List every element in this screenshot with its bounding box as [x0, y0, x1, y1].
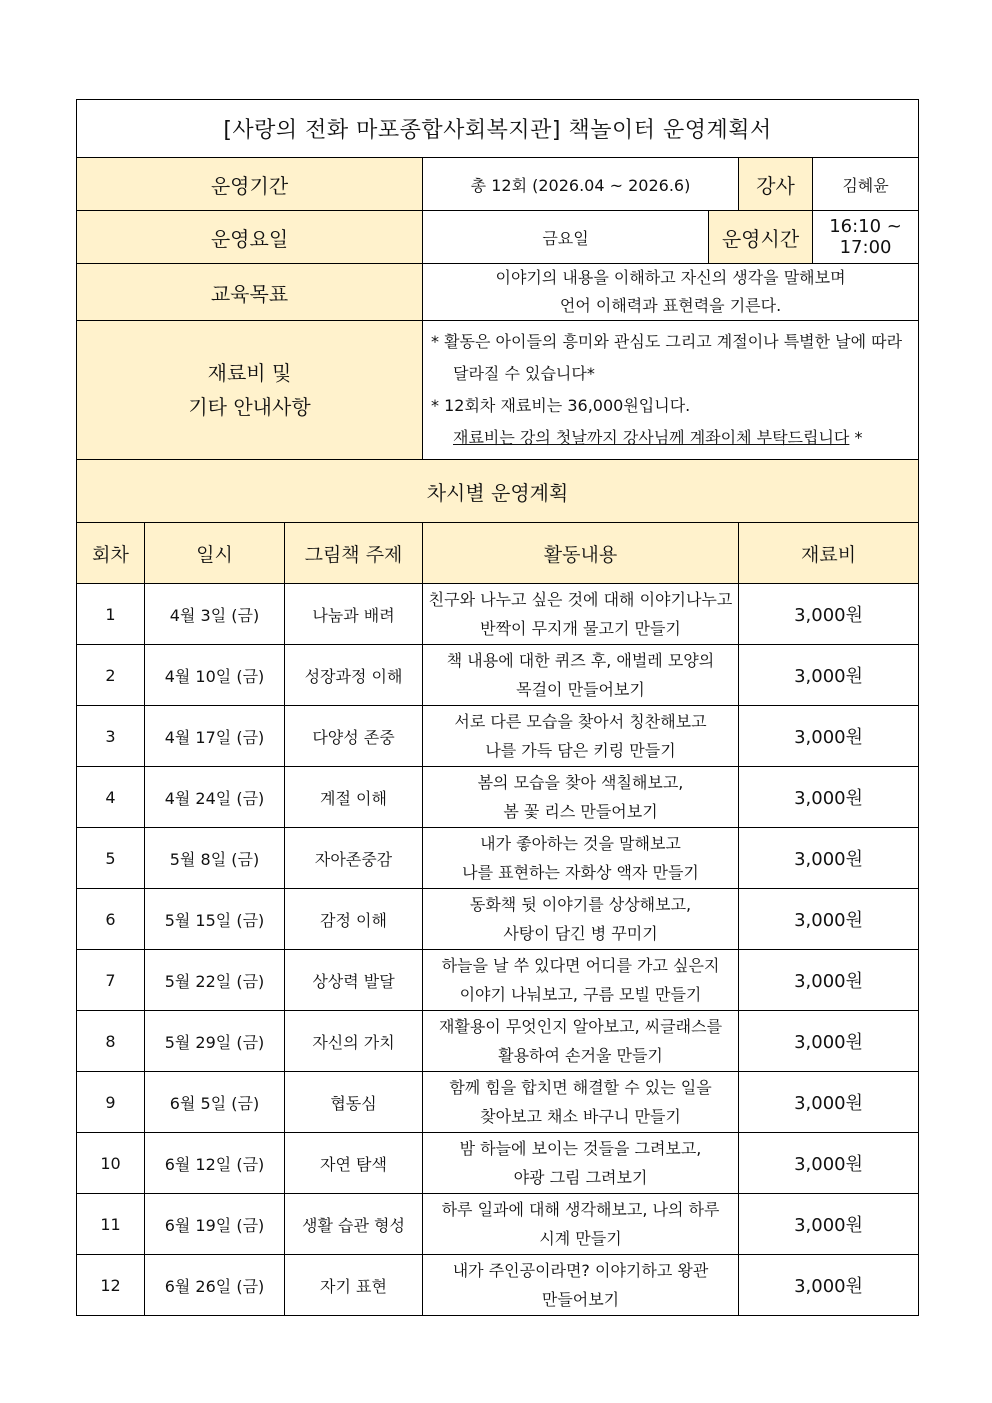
- table-row: [77, 889, 919, 950]
- picture-book-theme: 나눔과 배려: [285, 584, 423, 645]
- picture-book-theme: 자신의 가치: [285, 1011, 423, 1072]
- goal-line: 언어 이해력과 표현력을 기른다.: [559, 296, 782, 315]
- activity-content: [423, 645, 739, 706]
- activity-line: 나를 가득 담은 키링 만들기: [485, 741, 676, 760]
- activity-line: 목걸이 만들어보기: [516, 680, 645, 699]
- day-label: 운영요일: [77, 211, 423, 264]
- goal-line: 이야기의 내용을 이해하고 자신의 생각을 말해보며: [495, 268, 846, 287]
- activity-line: 시계 만들기: [539, 1229, 622, 1248]
- session-date: 6월 5일 (금): [145, 1072, 285, 1133]
- period-value: 총 12회 (2026.04 ~ 2026.6): [423, 158, 739, 211]
- column-header-round: 회차: [77, 523, 145, 584]
- round-number: 7: [77, 950, 145, 1011]
- round-number: 6: [77, 889, 145, 950]
- notice-text: [423, 321, 919, 460]
- plan-sheet: [76, 99, 919, 1316]
- activity-line: 내가 좋아하는 것을 말해보고: [480, 834, 681, 853]
- notice-label-line: 기타 안내사항: [188, 395, 311, 419]
- session-date: 5월 22일 (금): [145, 950, 285, 1011]
- round-number: 9: [77, 1072, 145, 1133]
- activity-line: 활용하여 손거울 만들기: [498, 1046, 663, 1065]
- payment-notice: 재료비는 강의 첫날까지 강사님께 계좌이체 부탁드립니다: [453, 428, 850, 447]
- activity-line: 하루 일과에 대해 생각해보고, 나의 하루: [441, 1200, 720, 1219]
- activity-line: 내가 주인공이라면? 이야기하고 왕관: [452, 1261, 709, 1280]
- picture-book-theme: 감정 이해: [285, 889, 423, 950]
- round-number: 2: [77, 645, 145, 706]
- table-row: [77, 584, 919, 645]
- material-fee: 3,000원: [739, 1194, 919, 1255]
- session-date: 4월 17일 (금): [145, 706, 285, 767]
- document-title: [사랑의 전화 마포종합사회복지관] 책놀이터 운영계획서: [77, 100, 919, 158]
- round-number: 8: [77, 1011, 145, 1072]
- activity-content: [423, 584, 739, 645]
- activity-line: 사탕이 담긴 병 꾸미기: [503, 924, 658, 943]
- material-fee: 3,000원: [739, 584, 919, 645]
- activity-line: 책 내용에 대한 퀴즈 후, 애벌레 모양의: [446, 651, 715, 670]
- activity-line: 이야기 나눠보고, 구름 모빌 만들기: [459, 985, 702, 1004]
- notice-line: * 12회차 재료비는 36,000원입니다.: [431, 396, 691, 415]
- column-header-theme: 그림책 주제: [285, 523, 423, 584]
- picture-book-theme: 자아존중감: [285, 828, 423, 889]
- activity-content: [423, 1255, 739, 1316]
- column-header-fee: 재료비: [739, 523, 919, 584]
- table-row: [77, 767, 919, 828]
- picture-book-theme: 자연 탐색: [285, 1133, 423, 1194]
- round-number: 3: [77, 706, 145, 767]
- notice-label-line: 재료비 및: [207, 361, 292, 385]
- table-row: [77, 828, 919, 889]
- goal-text: [423, 264, 919, 321]
- table-row: [77, 1255, 919, 1316]
- picture-book-theme: 성장과정 이해: [285, 645, 423, 706]
- activity-line: 만들어보기: [541, 1290, 620, 1309]
- time-label: 운영시간: [709, 211, 813, 264]
- session-date: 4월 24일 (금): [145, 767, 285, 828]
- round-number: 4: [77, 767, 145, 828]
- activity-content: [423, 1011, 739, 1072]
- picture-book-theme: 생활 습관 형성: [285, 1194, 423, 1255]
- notice-line: 달라질 수 있습니다*: [453, 364, 595, 383]
- session-date: 6월 19일 (금): [145, 1194, 285, 1255]
- notice-end-mark: *: [854, 428, 863, 447]
- table-row: [77, 950, 919, 1011]
- material-fee: 3,000원: [739, 828, 919, 889]
- material-fee: 3,000원: [739, 645, 919, 706]
- day-value: 금요일: [423, 211, 709, 264]
- activity-content: [423, 828, 739, 889]
- activity-line: 나를 표현하는 자화상 액자 만들기: [462, 863, 699, 882]
- picture-book-theme: 계절 이해: [285, 767, 423, 828]
- material-fee: 3,000원: [739, 1133, 919, 1194]
- material-fee: 3,000원: [739, 1255, 919, 1316]
- activity-line: 반짝이 무지개 물고기 만들기: [480, 619, 681, 638]
- activity-content: [423, 767, 739, 828]
- round-number: 12: [77, 1255, 145, 1316]
- material-fee: 3,000원: [739, 950, 919, 1011]
- material-fee: 3,000원: [739, 1011, 919, 1072]
- time-value: 16:10 ~ 17:00: [813, 211, 919, 264]
- column-header-date: 일시: [145, 523, 285, 584]
- period-label: 운영기간: [77, 158, 423, 211]
- activity-content: [423, 1194, 739, 1255]
- table-row: [77, 706, 919, 767]
- activity-line: 함께 힘을 합치면 해결할 수 있는 일을: [449, 1078, 712, 1097]
- table-row: [77, 1072, 919, 1133]
- table-row: [77, 1194, 919, 1255]
- table-row: [77, 1011, 919, 1072]
- activity-line: 하늘을 날 쑤 있다면 어디를 가고 싶은지: [441, 956, 720, 975]
- activity-line: 야광 그림 그려보기: [513, 1168, 648, 1187]
- instructor-label: 강사: [739, 158, 813, 211]
- round-number: 1: [77, 584, 145, 645]
- table-row: [77, 645, 919, 706]
- material-fee: 3,000원: [739, 889, 919, 950]
- round-number: 5: [77, 828, 145, 889]
- session-date: 5월 8일 (금): [145, 828, 285, 889]
- goal-label: 교육목표: [77, 264, 423, 321]
- picture-book-theme: 협동심: [285, 1072, 423, 1133]
- session-date: 4월 3일 (금): [145, 584, 285, 645]
- picture-book-theme: 자기 표현: [285, 1255, 423, 1316]
- section-title: 차시별 운영계획: [77, 460, 919, 523]
- session-date: 5월 15일 (금): [145, 889, 285, 950]
- session-date: 5월 29일 (금): [145, 1011, 285, 1072]
- instructor-value: 김혜윤: [813, 158, 919, 211]
- column-header-activity: 활동내용: [423, 523, 739, 584]
- session-date: 6월 12일 (금): [145, 1133, 285, 1194]
- activity-line: 동화책 뒷 이야기를 상상해보고,: [469, 895, 692, 914]
- activity-content: [423, 1133, 739, 1194]
- notice-label: [77, 321, 423, 460]
- table-row: [77, 1133, 919, 1194]
- notice-line: [431, 422, 914, 454]
- notice-line: * 활동은 아이들의 흥미와 관심도 그리고 계절이나 특별한 날에 따라: [431, 332, 903, 351]
- session-date: 6월 26일 (금): [145, 1255, 285, 1316]
- activity-line: 서로 다른 모습을 찾아서 칭찬해보고: [454, 712, 707, 731]
- activity-line: 밤 하늘에 보이는 것들을 그려보고,: [459, 1139, 702, 1158]
- activity-line: 찾아보고 채소 바구니 만들기: [480, 1107, 681, 1126]
- activity-line: 재활용이 무엇인지 알아보고, 씨글래스를: [438, 1017, 723, 1036]
- activity-line: 봄 꽃 리스 만들어보기: [503, 802, 658, 821]
- picture-book-theme: 다양성 존중: [285, 706, 423, 767]
- round-number: 10: [77, 1133, 145, 1194]
- material-fee: 3,000원: [739, 1072, 919, 1133]
- round-number: 11: [77, 1194, 145, 1255]
- material-fee: 3,000원: [739, 706, 919, 767]
- activity-content: [423, 706, 739, 767]
- activity-line: 봄의 모습을 찾아 색칠해보고,: [477, 773, 684, 792]
- material-fee: 3,000원: [739, 767, 919, 828]
- activity-content: [423, 889, 739, 950]
- activity-line: 친구와 나누고 싶은 것에 대해 이야기나누고: [428, 590, 733, 609]
- activity-content: [423, 950, 739, 1011]
- picture-book-theme: 상상력 발달: [285, 950, 423, 1011]
- activity-content: [423, 1072, 739, 1133]
- session-date: 4월 10일 (금): [145, 645, 285, 706]
